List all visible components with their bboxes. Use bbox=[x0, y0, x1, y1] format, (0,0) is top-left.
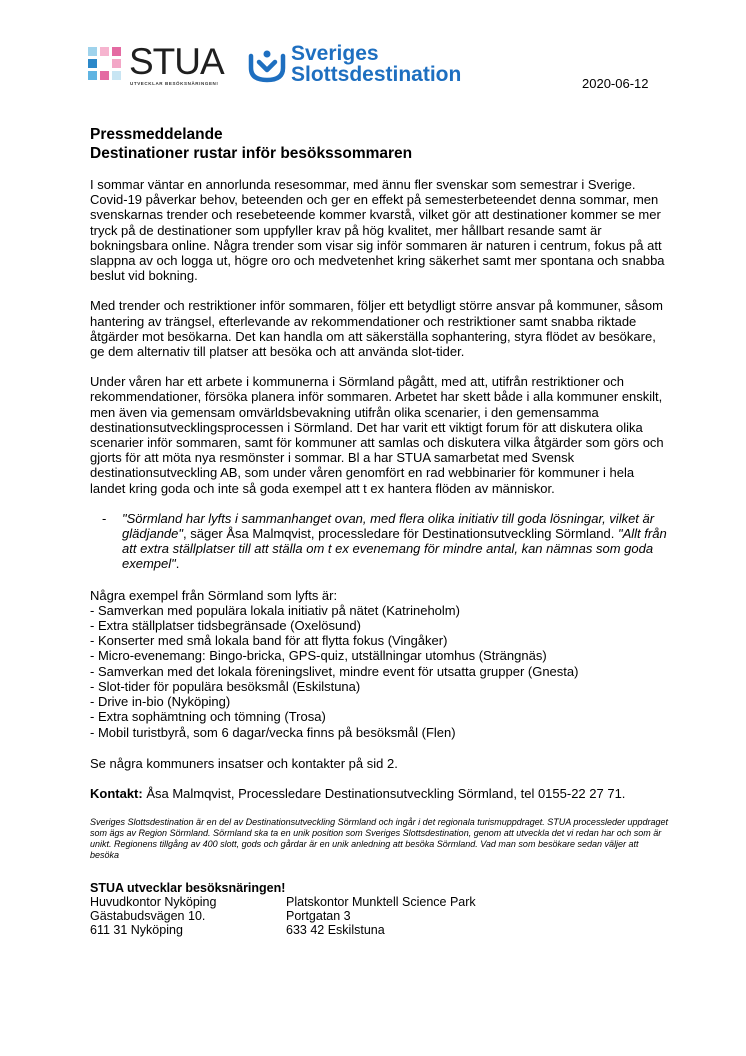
quote-part-1: "Sörmland har lyfts i sammanhanget ovan, med flera olika initiativ till goda lösningar, vilket är glädjande" bbox=[122, 510, 655, 542]
list-item: - Extra ställplatser tidsbegränsade (Oxelösund) bbox=[90, 618, 361, 634]
crown-icon bbox=[247, 46, 287, 86]
contact-line bbox=[90, 786, 670, 801]
footer-offices bbox=[90, 895, 670, 937]
footnote: Sveriges Slottsdestination är en del av Destinationsutveckling Sörmland och ingår i det regionala turismuppdraget. STUA processleder uppdraget som ägs av Region Sörmland. Sörmland ska ta en unik position som Sveriges Slottsdestination, genom att utveckla det vi redan har och som är unikt. Regionens tillgång av 400 slott, gods och gårdar är en unik anledning att besöka Sörmland. Vad man som besökare sedan väljer att besöka bbox=[90, 817, 668, 861]
office-line: Platskontor Munktell Science Park bbox=[286, 895, 476, 910]
contact-details: Åsa Malmqvist, Processledare Destinationsutveckling Sörmland, tel 0155-22 27 71. bbox=[142, 785, 626, 801]
list-item: - Drive in-bio (Nyköping) bbox=[90, 694, 231, 710]
stua-squares-icon bbox=[88, 47, 126, 81]
logo-line-sveriges: Sveriges bbox=[291, 42, 379, 65]
quote-end: . bbox=[175, 556, 180, 572]
stua-logo bbox=[88, 41, 224, 88]
paragraph-responsibility: Med trender och restriktioner inför sommaren, följer ett betydligt större ansvar på kommuner, såsom hantering av trängsel, efterlevande av rekommendationer och restriktioner samt snabba riktade åtgärder mot besökarna. Det kan handla om att säkerställa sophantering, styra flödet av besökare, ge dem alternativ till platser att besöka och att använda slot-tider. bbox=[90, 298, 663, 360]
stua-wordmark: STUA bbox=[129, 41, 224, 82]
logo-square bbox=[88, 71, 97, 80]
quote-bullet: - bbox=[102, 510, 107, 526]
office-line: 611 31 Nyköping bbox=[90, 923, 183, 938]
logo-square bbox=[112, 47, 121, 56]
document-date: 2020-06-12 bbox=[582, 76, 649, 91]
footer-org: STUA utvecklar besöksnäringen! bbox=[90, 881, 286, 896]
office-line: 633 42 Eskilstuna bbox=[286, 923, 385, 938]
list-item: - Mobil turistbyrå, som 6 dagar/vecka finns på besöksmål (Flen) bbox=[90, 724, 456, 740]
logo-square bbox=[88, 59, 97, 68]
slottsdestination-logo bbox=[247, 42, 497, 90]
headline: Destinationer rustar inför besökssommaren bbox=[90, 145, 413, 162]
document-kind: Pressmeddelande bbox=[90, 126, 223, 143]
office-eskilstuna bbox=[286, 895, 482, 937]
paragraph-work: Under våren har ett arbete i kommunerna i Sörmland pågått, med att, utifrån restriktioner och rekommendationer, försöka planera inför sommaren. Arbetet har skett både i alla kommuner enskilt, men även via gemensam omvärldsbevakning utifrån olika scenarier, i den gemensamma destinationsutvecklingsprocessen i Sörmland. Det har varit ett viktigt forum för att diskutera olika scenarier inför sommaren, samt för kommuner att samlas och diskutera vilka åtgärder som görs och gjorts för att möta nya resmönster i sommar. Bl a har STUA samarbetat med Svensk destinationsutveckling AB, som under våren genomfört en rad webbinarier för kommuner i hela landet kring goda och inte så goda exempel att t ex hantera flöden av människor. bbox=[90, 374, 664, 496]
list-item: - Slot-tider för populära besöksmål (Eskilstuna) bbox=[90, 678, 361, 694]
contact-label: Kontakt: bbox=[90, 785, 143, 801]
quote-text bbox=[122, 511, 670, 572]
see-more-note: Se några kommuners insatser och kontakter på sid 2. bbox=[90, 755, 398, 771]
logo-square bbox=[112, 71, 121, 80]
examples-intro: Några exempel från Sörmland som lyfts är: bbox=[90, 587, 338, 603]
logo-square bbox=[100, 59, 109, 68]
list-item: - Samverkan med det lokala föreningslivet, mindre event för utsatta grupper (Gnesta) bbox=[90, 663, 579, 679]
stua-tagline: UTVECKLAR BESÖKSNÄRINGEN! bbox=[130, 81, 219, 86]
list-item: - Konserter med små lokala band för att flytta fokus (Vingåker) bbox=[90, 633, 448, 649]
list-item: - Micro-evenemang: Bingo-bricka, GPS-quiz, utställningar utomhus (Strängnäs) bbox=[90, 648, 547, 664]
logo-square bbox=[100, 47, 109, 56]
office-line: Portgatan 3 bbox=[286, 909, 351, 924]
list-item: - Samverkan med populära lokala initiativ på nätet (Katrineholm) bbox=[90, 602, 460, 618]
quote-attribution: , säger Åsa Malmqvist, processledare för Destinationsutveckling Sörmland. bbox=[183, 526, 618, 542]
logo-line-slottsdestination: Slottsdestination bbox=[291, 63, 462, 86]
paragraph-intro: I sommar väntar en annorlunda resesommar, med ännu fler svenskar som semestrar i Sverige. Covid-19 påverkar behov, beteenden och ger en effekt på semesterbeteendet denna sommar, men svenskarnas trender och resebeteende kommer kvarstå, vilket gör att destinationer kommer se mer tryck på de destinationer som uppfyller krav på hög kvalitet, mer hållbart resande samt är bokningsbara online. Några trender som visar sig inför sommaren är naturen i centrum, fokus på att slappna av och logga ut, högre oro och medvetenhet kring säkerhet samt mer spontana och snabba beslut vid bokning. bbox=[90, 177, 665, 284]
logo-square bbox=[100, 71, 109, 80]
press-release-body bbox=[90, 125, 670, 937]
logo-square bbox=[88, 47, 97, 56]
office-line: Huvudkontor Nyköping bbox=[90, 895, 217, 910]
page-title bbox=[90, 125, 670, 163]
list-item: - Extra sophämtning och tömning (Trosa) bbox=[90, 709, 326, 725]
office-line: Gästabudsvägen 10. bbox=[90, 909, 206, 924]
quote-block bbox=[90, 511, 670, 572]
examples-list bbox=[90, 603, 670, 740]
office-nykoping bbox=[90, 895, 286, 937]
logo-square bbox=[112, 59, 121, 68]
quote-part-2: "Allt från att extra ställplatser till att ställa om t ex evenemang för mindre antal, kan nämnas som goda exempel" bbox=[122, 526, 667, 572]
